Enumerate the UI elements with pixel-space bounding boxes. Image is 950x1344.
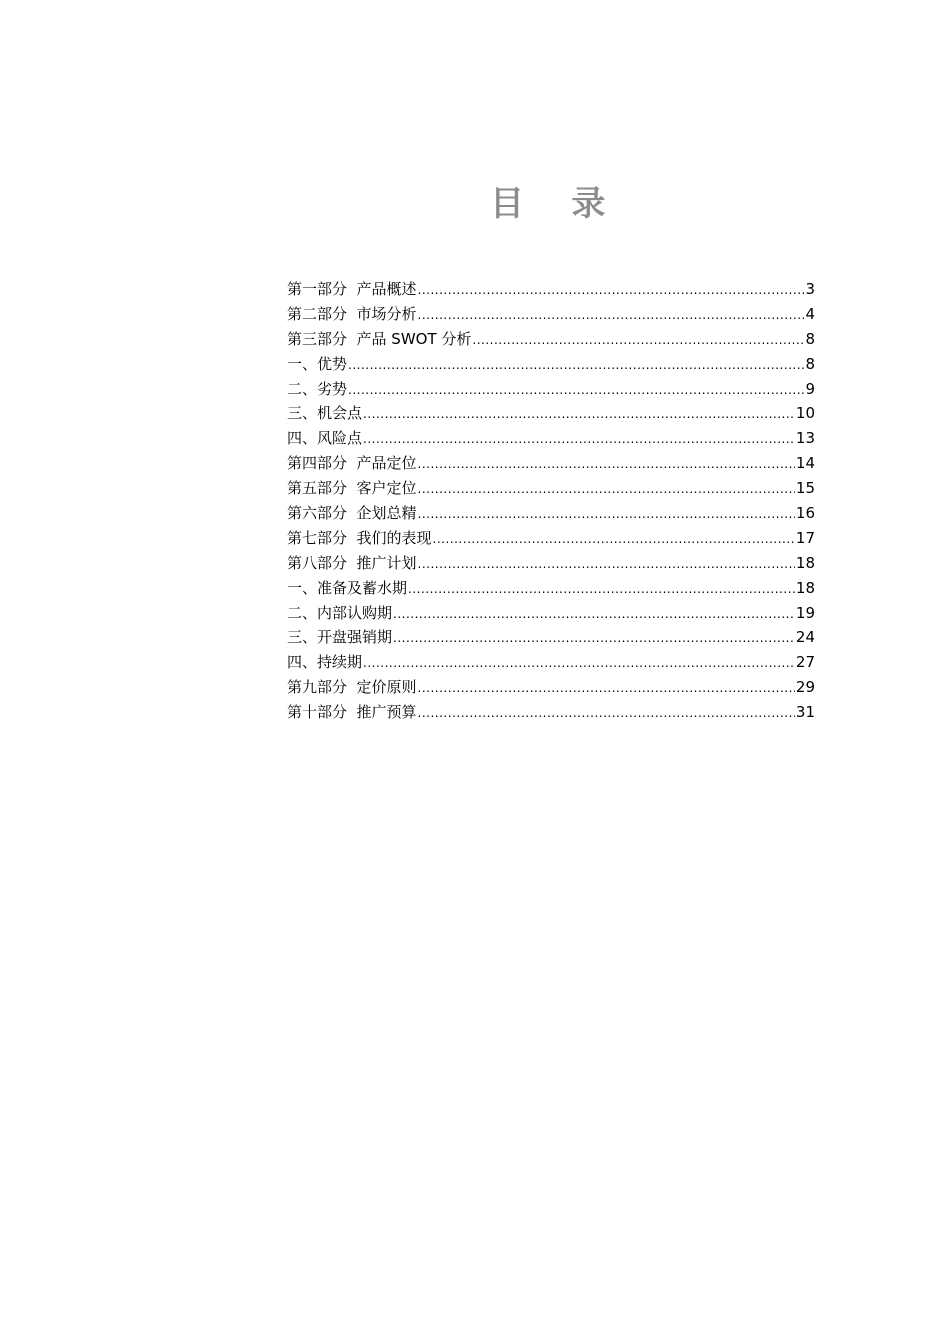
toc-entry-label: 三、开盘强销期 — [287, 628, 393, 647]
toc-entry[interactable] — [287, 401, 815, 426]
toc-dot-leader — [418, 278, 805, 302]
toc-entry-label: 第三部分 产品 SWOT 分析 — [287, 329, 472, 348]
toc-entry-page-number: 29 — [795, 678, 815, 697]
toc-entry[interactable] — [287, 352, 815, 377]
toc-entry[interactable] — [287, 700, 815, 725]
toc-entry-label: 二、内部认购期 — [287, 603, 393, 622]
toc-dot-leader — [418, 502, 795, 526]
toc-dot-leader — [418, 701, 795, 725]
toc-entry-page-number: 10 — [795, 404, 815, 423]
toc-entry[interactable] — [287, 551, 815, 576]
toc-entry[interactable] — [287, 675, 815, 700]
toc-entry[interactable] — [287, 327, 815, 352]
toc-entry-label: 第九部分 定价原则 — [287, 678, 417, 697]
toc-title: 目 录 — [490, 184, 606, 224]
toc-entry-page-number: 8 — [805, 329, 815, 348]
toc-dot-leader — [363, 427, 795, 451]
toc-entry[interactable] — [287, 377, 815, 402]
toc-dot-leader — [393, 626, 795, 650]
toc-dot-leader — [418, 303, 805, 327]
toc-entry-label: 一、准备及蓄水期 — [287, 578, 408, 597]
toc-entry-page-number: 24 — [795, 628, 815, 647]
toc-entry[interactable] — [287, 302, 815, 327]
toc-entry-label: 一、优势 — [287, 354, 348, 373]
toc-entry-page-number: 31 — [795, 703, 815, 722]
toc-entry[interactable] — [287, 277, 815, 302]
toc-entry-page-number: 3 — [805, 280, 815, 298]
toc-entry-label: 四、风险点 — [287, 429, 363, 448]
toc-entry-page-number: 4 — [805, 304, 815, 323]
toc-entry[interactable] — [287, 426, 815, 451]
toc-dot-leader — [418, 676, 795, 700]
toc-dot-leader — [408, 577, 795, 601]
toc-entry-label: 第一部分 产品概述 — [287, 280, 417, 298]
toc-entry-page-number: 15 — [795, 479, 815, 498]
toc-entry-page-number: 16 — [795, 504, 815, 523]
toc-dot-leader — [348, 353, 804, 377]
toc-entry-page-number: 27 — [795, 653, 815, 672]
toc-entry-page-number: 14 — [795, 454, 815, 473]
toc-entry-page-number: 8 — [805, 354, 815, 373]
toc-entry-label: 第六部分 企划总精 — [287, 504, 417, 523]
toc-dot-leader — [418, 477, 795, 501]
toc-entry-label: 第四部分 产品定位 — [287, 454, 417, 473]
toc-entry-label: 四、持续期 — [287, 653, 363, 672]
toc-entry-label: 第十部分 推广预算 — [287, 703, 417, 722]
toc-dot-leader — [393, 602, 795, 626]
toc-entry[interactable] — [287, 501, 815, 526]
toc-dot-leader — [363, 402, 795, 426]
toc-list — [287, 277, 815, 725]
toc-entry-label: 第八部分 推广计划 — [287, 553, 417, 572]
toc-entry[interactable] — [287, 526, 815, 551]
toc-dot-leader — [363, 651, 795, 675]
toc-entry-label: 二、劣势 — [287, 379, 348, 398]
toc-dot-leader — [348, 378, 804, 402]
toc-entry-page-number: 18 — [795, 553, 815, 572]
toc-entry[interactable] — [287, 601, 815, 626]
toc-entry[interactable] — [287, 476, 815, 501]
toc-dot-leader — [433, 527, 795, 551]
toc-entry[interactable] — [287, 576, 815, 601]
toc-dot-leader — [418, 552, 795, 576]
toc-entry[interactable] — [287, 650, 815, 675]
toc-entry-page-number: 18 — [795, 578, 815, 597]
toc-dot-leader — [418, 452, 795, 476]
toc-entry-page-number: 13 — [795, 429, 815, 448]
toc-entry[interactable] — [287, 625, 815, 650]
toc-entry-page-number: 9 — [805, 379, 815, 398]
toc-entry-label: 三、机会点 — [287, 404, 363, 423]
toc-entry-page-number: 19 — [795, 603, 815, 622]
toc-entry-page-number: 17 — [795, 528, 815, 547]
toc-entry-label: 第五部分 客户定位 — [287, 479, 417, 498]
toc-entry-label: 第七部分 我们的表现 — [287, 528, 432, 547]
toc-dot-leader — [472, 328, 804, 352]
toc-entry[interactable] — [287, 451, 815, 476]
toc-entry-label: 第二部分 市场分析 — [287, 304, 417, 323]
